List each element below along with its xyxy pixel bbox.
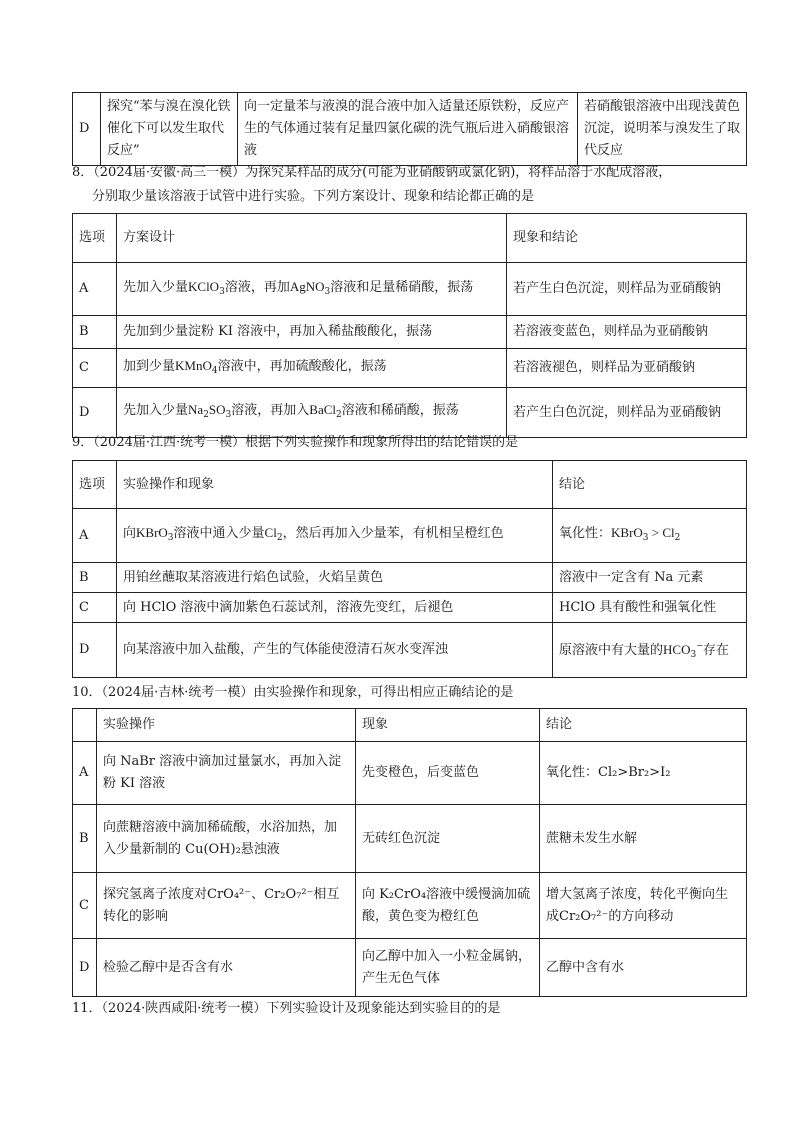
operation-cell: 探究氢离子浓度对CrO₄²⁻、Cr₂O₇²⁻相互转化的影响 [97,873,356,939]
text: 加到少量 [123,358,176,374]
option-cell: C [73,873,97,939]
header-conclusion: 结论 [540,709,747,742]
header-phenomenon: 现象 [356,709,540,742]
operation-cell [117,509,553,563]
operation-cell: 向某溶液中加入盐酸，产生的气体能使澄清石灰水变浑浊 [117,623,553,678]
operation-cell: 向 NaBr 溶液中滴加过量氯水，再加入淀粉 KI 溶液 [97,742,356,805]
text: 存在 [702,642,729,658]
question-8-line2 [92,186,534,208]
text: 原溶液中有大量的 [559,642,664,658]
subscript: 2 [276,533,283,543]
option-cell: A [73,263,117,316]
formula: AgNO [289,278,325,294]
option-cell: A [73,742,97,805]
question-8 [72,162,752,184]
table-row [73,316,747,349]
header-option: 选项 [73,461,117,509]
text: 溶液，再加入 [231,403,310,418]
design-cell: 探究“苯与溴在溴化铁催化下可以发生取代反应” [101,93,238,166]
formula: KBrO [611,525,643,540]
phenomenon-cell: 无砖红色沉淀 [356,805,540,873]
table-row [73,349,747,388]
question-text: 下列实验设计及现象能达到实验目的的是 [266,1001,501,1016]
conclusion-cell: 若硝酸银溶液中出现浅黄色沉淀，说明苯与溴发生了取代反应 [578,93,747,166]
table-row [73,93,747,166]
design-cell [117,388,507,438]
question-source: （2024届·吉林·统考一模） [101,685,254,700]
subscript: 3 [642,533,649,543]
subscript: 3 [690,649,697,660]
table-row [73,563,747,593]
conclusion-cell [553,509,747,563]
question-10 [72,682,513,704]
question-number: 10． [72,685,102,700]
question-source: （2024·陕西咸阳·统考一模） [101,1001,267,1016]
subscript: 3 [219,286,225,297]
question-text-2: 分别取少量该溶液于试管中进行实验。下列方案设计、现象和结论都正确的是 [92,189,535,204]
formula: BaCl [309,402,337,417]
subscript: 3 [324,286,331,297]
question-number: 8． [72,165,94,180]
conclusion-cell: 乙醇中含有水 [540,939,747,997]
subscript: 2 [674,533,681,543]
top-table [72,92,747,166]
table-row [73,873,747,939]
option-cell: C [73,349,117,388]
question-9 [72,432,518,454]
text: 氧化性： [559,526,612,541]
option-cell: B [73,805,97,873]
subscript: 2 [203,410,209,420]
subscript: 3 [225,410,232,420]
text: 先加入少量 [123,279,189,295]
question-source: （2024届·江西·统考一模） [93,435,246,450]
text: 溶液和足量稀硝酸，振荡 [330,279,474,295]
design-cell: 先加到少量淀粉 KI 溶液中，再加入稀盐酸酸化，振荡 [117,316,507,349]
question-source: （2024届·安徽·高三一模） [93,165,246,180]
operation-cell: 向一定量苯与液溴的混合液中加入适量还原铁粉，反应产生的气体通过装有足量四氯化碳的洗气瓶后进入硝酸银溶液 [238,93,578,166]
table-header-row [73,214,747,263]
subscript: 4 [211,365,218,376]
header-option [73,709,97,742]
text: 溶液，再加 [224,279,290,295]
header-design: 方案设计 [117,214,507,263]
phenomenon-cell: 向 K₂CrO₄溶液中缓慢滴加硫酸，黄色变为橙红色 [356,873,540,939]
phenomenon-cell: 先变橙色，后变蓝色 [356,742,540,805]
option-cell: D [73,939,97,997]
formula: KClO [188,278,220,294]
operation-cell: 向蔗糖溶液中滴加稀硫酸，水浴加热，加入少量新制的 Cu(OH)₂悬浊液 [97,805,356,873]
conclusion-cell: 若产生白色沉淀，则样品为亚硝酸钠 [507,388,747,438]
question-text: 根据下列实验操作和现象所得出的结论错误的是 [245,435,519,450]
option-cell: C [73,593,117,623]
header-operation: 实验操作 [97,709,356,742]
conclusion-cell: 氧化性：Cl₂>Br₂>I₂ [540,742,747,805]
formula: HCO [663,641,691,657]
option-cell: D [73,93,101,166]
operation-cell: 用铂丝蘸取某溶液进行焰色试验，火焰呈黄色 [117,563,553,593]
text: 溶液和稀硝酸，振荡 [341,403,459,418]
text: 溶液中，再加硫酸酸化，振荡 [217,358,387,374]
option-cell: D [73,623,117,678]
design-cell [117,263,507,316]
formula: KMnO [175,357,212,373]
conclusion-cell: 若产生白色沉淀，则样品为亚硝酸钠 [507,263,747,316]
option-cell: D [73,388,117,438]
header-conclusion: 结论 [553,461,747,509]
table-row [73,593,747,623]
conclusion-cell: 蔗糖未发生水解 [540,805,747,873]
table-header-row [73,461,747,509]
design-cell [117,349,507,388]
option-cell: A [73,509,117,563]
table-row [73,742,747,805]
conclusion-cell: HClO 具有酸性和强氧化性 [553,593,747,623]
option-cell: B [73,316,117,349]
formula: SO [208,402,226,417]
formula: > Cl [648,525,675,540]
conclusion-cell: 若溶液褪色，则样品为亚硝酸钠 [507,349,747,388]
table-header-row [73,709,747,742]
conclusion-cell: 增大氢离子浓度，转化平衡向生成Cr₂O₇²⁻的方向移动 [540,873,747,939]
subscript: 2 [336,410,342,420]
question-number: 9． [72,435,94,450]
formula: Cl [264,525,277,540]
q9-table [72,460,747,678]
operation-cell: 检验乙醇中是否含有水 [97,939,356,997]
text: 先加入少量 [123,403,189,418]
q8-table [72,213,747,438]
table-row [73,939,747,997]
table-row [73,388,747,438]
question-11 [72,998,500,1020]
subscript: 3 [167,533,174,543]
formula: KBrO [136,525,168,540]
table-row [73,805,747,873]
table-row [73,623,747,678]
formula: Na [188,402,204,417]
phenomenon-cell: 向乙醇中加入一小粒金属钠，产生无色气体 [356,939,540,997]
conclusion-cell: 若溶液变蓝色，则样品为亚硝酸钠 [507,316,747,349]
text: 向 [123,526,137,541]
q10-table [72,708,747,997]
option-cell: B [73,563,117,593]
question-text: 为探究某样品的成分(可能为亚硝酸钠或氯化钠)，将样品溶于水配成溶液， [245,165,672,180]
conclusion-cell [553,623,747,678]
conclusion-cell: 溶液中一定含有 Na 元素 [553,563,747,593]
text: ，然后再加入少量苯，有机相呈橙红色 [282,526,504,541]
table-row [73,263,747,316]
header-operation: 实验操作和现象 [117,461,553,509]
superscript: − [696,640,703,650]
table-row [73,509,747,563]
header-option: 选项 [73,214,117,263]
header-conclusion: 现象和结论 [507,214,747,263]
question-text: 由实验操作和现象，可得出相应正确结论的是 [253,685,514,700]
operation-cell: 向 HClO 溶液中滴加紫色石蕊试剂，溶液先变红，后褪色 [117,593,553,623]
text: 溶液中通入少量 [173,526,265,541]
question-number: 11． [72,1001,102,1016]
